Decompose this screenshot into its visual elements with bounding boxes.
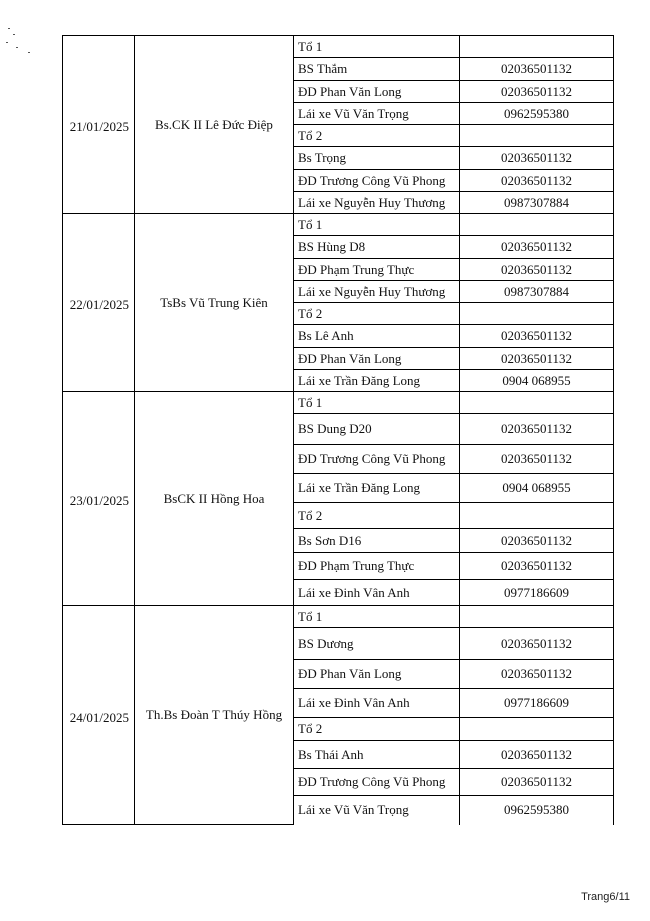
phone-cell: 02036501132 [460,58,614,81]
staff-cell: ĐD Phan Văn Long [294,348,460,370]
phone-cell [460,214,614,236]
staff-cell: BS Dương [294,628,460,660]
phone-cell [460,392,614,414]
staff-cell: ĐD Phan Văn Long [294,81,460,103]
staff-cell: Tổ 1 [294,36,460,58]
phone-cell: 0962595380 [460,796,614,825]
staff-cell: Tổ 1 [294,214,460,236]
staff-cell: ĐD Phạm Trung Thực [294,259,460,281]
table-row [63,214,614,236]
phone-cell: 0977186609 [460,689,614,718]
staff-cell: ĐD Trương Công Vũ Phong [294,170,460,192]
on-duty-doctor-cell: TsBs Vũ Trung Kiên [135,214,294,392]
staff-cell: ĐD Phan Văn Long [294,660,460,689]
phone-cell: 0962595380 [460,103,614,125]
staff-cell: Lái xe Trần Đăng Long [294,474,460,503]
phone-cell: 0904 068955 [460,474,614,503]
phone-cell [460,718,614,741]
scan-specks [6,28,36,68]
phone-cell: 02036501132 [460,259,614,281]
phone-cell: 02036501132 [460,170,614,192]
staff-cell: Bs Lê Anh [294,325,460,348]
staff-cell: Bs Sơn D16 [294,529,460,553]
phone-cell: 0987307884 [460,192,614,214]
page-number: Trang6/11 [581,891,630,903]
on-duty-doctor-cell: Th.Bs Đoàn T Thúy Hồng [135,606,294,825]
staff-cell: BS Dung D20 [294,414,460,445]
phone-cell: 02036501132 [460,769,614,796]
staff-cell: Tổ 2 [294,503,460,529]
staff-cell: Bs Thái Anh [294,741,460,769]
on-duty-doctor-cell: Bs.CK II Lê Đức Điệp [135,36,294,214]
phone-cell: 02036501132 [460,741,614,769]
staff-cell: ĐD Trương Công Vũ Phong [294,445,460,474]
phone-cell: 02036501132 [460,445,614,474]
phone-cell: 02036501132 [460,81,614,103]
phone-cell: 02036501132 [460,553,614,580]
phone-cell [460,503,614,529]
staff-cell: Tổ 1 [294,606,460,628]
phone-cell [460,36,614,58]
staff-cell: BS Hùng D8 [294,236,460,259]
phone-cell [460,303,614,325]
staff-cell: Bs Trọng [294,147,460,170]
staff-cell: Lái xe Đinh Vân Anh [294,689,460,718]
phone-cell [460,125,614,147]
staff-cell: Tổ 2 [294,125,460,147]
date-cell: 21/01/2025 [63,36,135,214]
table-row [63,606,614,628]
staff-cell: Lái xe Vũ Văn Trọng [294,103,460,125]
staff-cell: Lái xe Đinh Vân Anh [294,580,460,606]
staff-cell: Lái xe Nguyễn Huy Thương [294,281,460,303]
phone-cell: 02036501132 [460,529,614,553]
phone-cell: 02036501132 [460,660,614,689]
phone-cell: 02036501132 [460,628,614,660]
staff-cell: BS Thắm [294,58,460,81]
date-cell: 24/01/2025 [63,606,135,825]
phone-cell: 0977186609 [460,580,614,606]
phone-cell: 02036501132 [460,325,614,348]
schedule-table [62,35,614,825]
phone-cell: 02036501132 [460,414,614,445]
on-duty-doctor-cell: BsCK II Hồng Hoa [135,392,294,606]
staff-cell: Tổ 2 [294,718,460,741]
phone-cell [460,606,614,628]
staff-cell: Tổ 1 [294,392,460,414]
date-cell: 23/01/2025 [63,392,135,606]
table-row [63,392,614,414]
phone-cell: 02036501132 [460,348,614,370]
staff-cell: Lái xe Nguyễn Huy Thương [294,192,460,214]
table-row [63,36,614,58]
staff-cell: ĐD Trương Công Vũ Phong [294,769,460,796]
date-cell: 22/01/2025 [63,214,135,392]
phone-cell: 0987307884 [460,281,614,303]
phone-cell: 0904 068955 [460,370,614,392]
staff-cell: Tổ 2 [294,303,460,325]
staff-cell: ĐD Phạm Trung Thực [294,553,460,580]
staff-cell: Lái xe Trần Đăng Long [294,370,460,392]
phone-cell: 02036501132 [460,147,614,170]
staff-cell: Lái xe Vũ Văn Trọng [294,796,460,825]
phone-cell: 02036501132 [460,236,614,259]
